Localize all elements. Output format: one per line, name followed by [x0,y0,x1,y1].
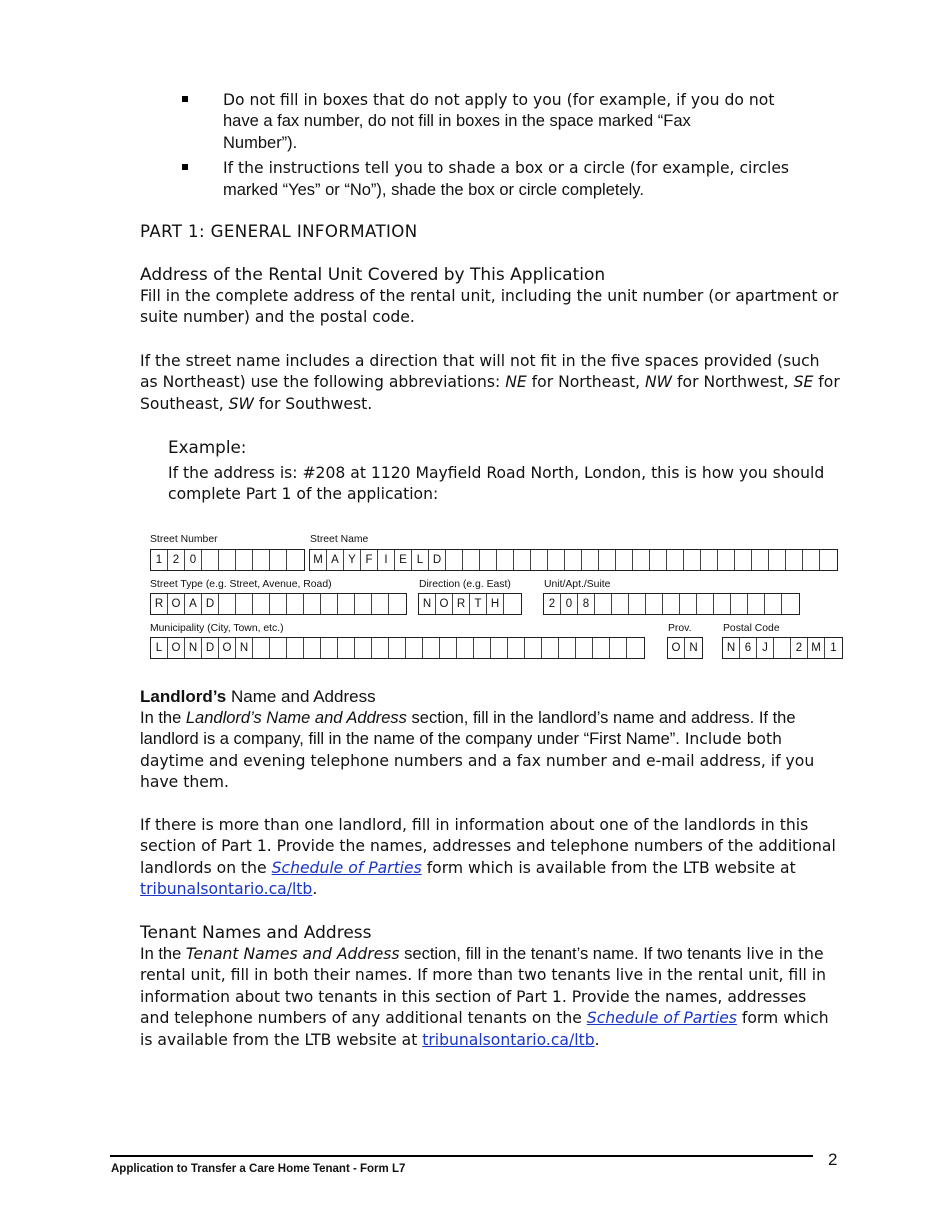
example-section [168,436,828,506]
form-cell [338,594,355,614]
form-cell [565,550,582,570]
form-cell [219,594,236,614]
form-cell [612,594,629,614]
form-cell [253,638,270,658]
form-cell [650,550,667,570]
form-cell: E [395,550,412,570]
form-cell: O [219,638,236,658]
form-cell [372,638,389,658]
form-cell [270,550,287,570]
form-cell [714,594,731,614]
part1-heading: PART 1: GENERAL INFORMATION [140,222,418,241]
form-cell: 2 [791,638,808,658]
province-label: Prov. [668,623,692,634]
street-number-boxes [150,549,305,571]
form-cell [338,638,355,658]
unit-boxes [543,593,800,615]
form-cell [752,550,769,570]
landlord-para1: In the Landlord’s Name and Address section, fill in the landlord’s name and address. If the landlord is a company, fill in the name of the company under “First Name”. Include both daytime and evening telephone numbers and a fax number and e-mail address, if you have them. [140,709,815,792]
form-cell [769,550,786,570]
form-cell [820,550,837,570]
form-cell [735,550,752,570]
form-cell: A [185,594,202,614]
form-cell: R [151,594,168,614]
direction-boxes [418,593,522,615]
form-cell: 8 [578,594,595,614]
form-cell [765,594,782,614]
form-cell: 0 [561,594,578,614]
form-cell [463,550,480,570]
form-cell [684,550,701,570]
form-cell: F [361,550,378,570]
form-cell [576,638,593,658]
footer-divider [110,1155,813,1157]
page-number: 2 [828,1150,838,1169]
form-cell [548,550,565,570]
form-cell [504,594,521,614]
form-cell: H [487,594,504,614]
form-cell [389,638,406,658]
tenant-para: In the Tenant Names and Address section, fill in the tenant’s name. If two tenants live in the rental unit, fill in both their names. If more than two tenants live in the rental unit, fill in information about two tenants in this section of Part 1. Provide the names, addresses and telephone numbers of any additional tenants on the Schedule of Parties form which is available from the LTB website at tribunalsontario.ca/ltb. [140,945,829,1049]
form-cell: J [757,638,774,658]
bullet-item [180,90,830,154]
street-number-label: Street Number [150,534,218,545]
form-cell [646,594,663,614]
form-cell [270,638,287,658]
form-cell [497,550,514,570]
address-heading: Address of the Rental Unit Covered by This Application [140,265,606,285]
form-cell [731,594,748,614]
footer-title: Application to Transfer a Care Home Tenant - Form L7 [111,1163,406,1175]
form-cell [701,550,718,570]
form-cell: I [378,550,395,570]
form-cell [697,594,714,614]
form-cell [474,638,491,658]
form-cell: N [185,638,202,658]
bullet-item [180,158,830,201]
form-cell [321,638,338,658]
bullet-text: have a fax number, do not fill in boxes in the space marked “Fax [223,112,691,131]
form-cell: N [236,638,253,658]
form-cell [202,550,219,570]
form-cell [718,550,735,570]
form-cell [599,550,616,570]
form-cell [304,594,321,614]
address-form-example [148,534,848,664]
form-cell [304,638,321,658]
form-cell [446,550,463,570]
form-cell [236,550,253,570]
form-cell: D [202,594,219,614]
form-cell [491,638,508,658]
form-cell: O [168,594,185,614]
street-type-label: Street Type (e.g. Street, Avenue, Road) [150,579,332,590]
form-cell: M [310,550,327,570]
address-para2: If the street name includes a direction that will not fit in the five spaces provided (such as Northeast) use the following abbreviations: NE for Northeast, NW for Northwest, SE for Southeast, SW for Southwest. [140,352,840,413]
bullet-text: Do not fill in boxes that do not apply to you (for example, if you do not [223,91,775,109]
form-cell: L [412,550,429,570]
tenant-heading: Tenant Names and Address [140,923,372,943]
form-cell [531,550,548,570]
form-cell [355,594,372,614]
form-cell [480,550,497,570]
form-cell [270,594,287,614]
form-cell [287,638,304,658]
form-cell: N [419,594,436,614]
ltb-website-link[interactable]: tribunalsontario.ca/ltb [140,880,313,899]
form-cell [593,638,610,658]
form-cell [514,550,531,570]
form-cell: 2 [544,594,561,614]
form-cell [627,638,644,658]
form-cell: 1 [830,642,837,654]
schedule-of-parties-link[interactable]: Schedule of Parties [271,858,422,877]
form-cell: D [429,550,446,570]
form-cell: 0 [185,550,202,570]
form-cell [457,638,474,658]
bullet-text: Number”). [223,133,298,152]
street-name-label: Street Name [310,534,369,545]
bullet-square-icon [182,164,188,170]
form-cell [321,594,338,614]
landlord-para2: If there is more than one landlord, fill in information about one of the landlords in this section of Part 1. Provide the names, addresses and telephone numbers of the additional landlords on the Schedule of Parties form which is available from the LTB website at tribunalsontario.ca/ltb. [140,816,836,899]
form-cell: O [436,594,453,614]
postal-code-boxes [722,637,843,659]
form-cell [508,638,525,658]
form-cell [423,638,440,658]
form-cell: N [689,642,698,654]
street-name-boxes [309,549,838,571]
ltb-website-link[interactable]: tribunalsontario.ca/ltb [422,1030,595,1049]
postal-code-label: Postal Code [723,623,780,634]
instruction-bullets [180,90,830,205]
form-cell: 6 [740,638,757,658]
form-cell [667,550,684,570]
form-cell [253,594,270,614]
tenant-section [140,922,840,1051]
form-cell [559,638,576,658]
form-cell [782,594,799,614]
form-cell [287,550,304,570]
form-cell [253,550,270,570]
form-cell [663,594,680,614]
form-cell [542,638,559,658]
form-cell [616,550,633,570]
form-cell: O [668,638,685,658]
form-cell: T [470,594,487,614]
form-cell [748,594,765,614]
form-cell: Y [344,550,361,570]
form-cell [629,594,646,614]
form-cell [595,594,612,614]
form-cell [803,550,820,570]
unit-label: Unit/Apt./Suite [544,579,611,590]
province-boxes [667,637,703,659]
landlord-heading: Landlord’s Name and Address [140,687,376,706]
street-type-boxes [150,593,407,615]
form-cell: 2 [168,550,185,570]
example-title: Example: [168,437,247,457]
form-cell [406,638,423,658]
form-cell [774,638,791,658]
form-cell: M [808,638,825,658]
form-cell [610,638,627,658]
bullet-text: If the instructions tell you to shade a box or a circle (for example, circles [223,159,790,178]
form-cell [236,594,253,614]
form-cell [525,638,542,658]
example-text: If the address is: #208 at 1120 Mayfield Road North, London, this is how you should complete Part 1 of the application: [168,464,825,504]
form-cell [219,550,236,570]
form-cell [389,594,406,614]
form-cell: D [202,638,219,658]
schedule-of-parties-link[interactable]: Schedule of Parties [586,1009,737,1028]
landlord-section [140,686,840,794]
form-cell [355,638,372,658]
form-cell: 1 [151,550,168,570]
form-cell [440,638,457,658]
form-cell [786,550,803,570]
form-cell: A [327,550,344,570]
form-cell: L [151,638,168,658]
form-cell [633,550,650,570]
direction-label: Direction (e.g. East) [419,579,511,590]
form-cell [287,594,304,614]
form-cell: O [168,638,185,658]
form-cell [680,594,697,614]
address-section [140,264,840,329]
form-cell: R [453,594,470,614]
municipality-boxes [150,637,645,659]
municipality-label: Municipality (City, Town, etc.) [150,623,284,634]
bullet-square-icon [182,96,188,102]
form-cell: N [723,638,740,658]
form-cell [372,594,389,614]
bullet-text: marked “Yes” or “No”), shade the box or circle completely. [223,180,644,199]
form-cell [582,550,599,570]
address-para1: Fill in the complete address of the rental unit, including the unit number (or apartment or suite number) and the postal code. [140,287,839,327]
